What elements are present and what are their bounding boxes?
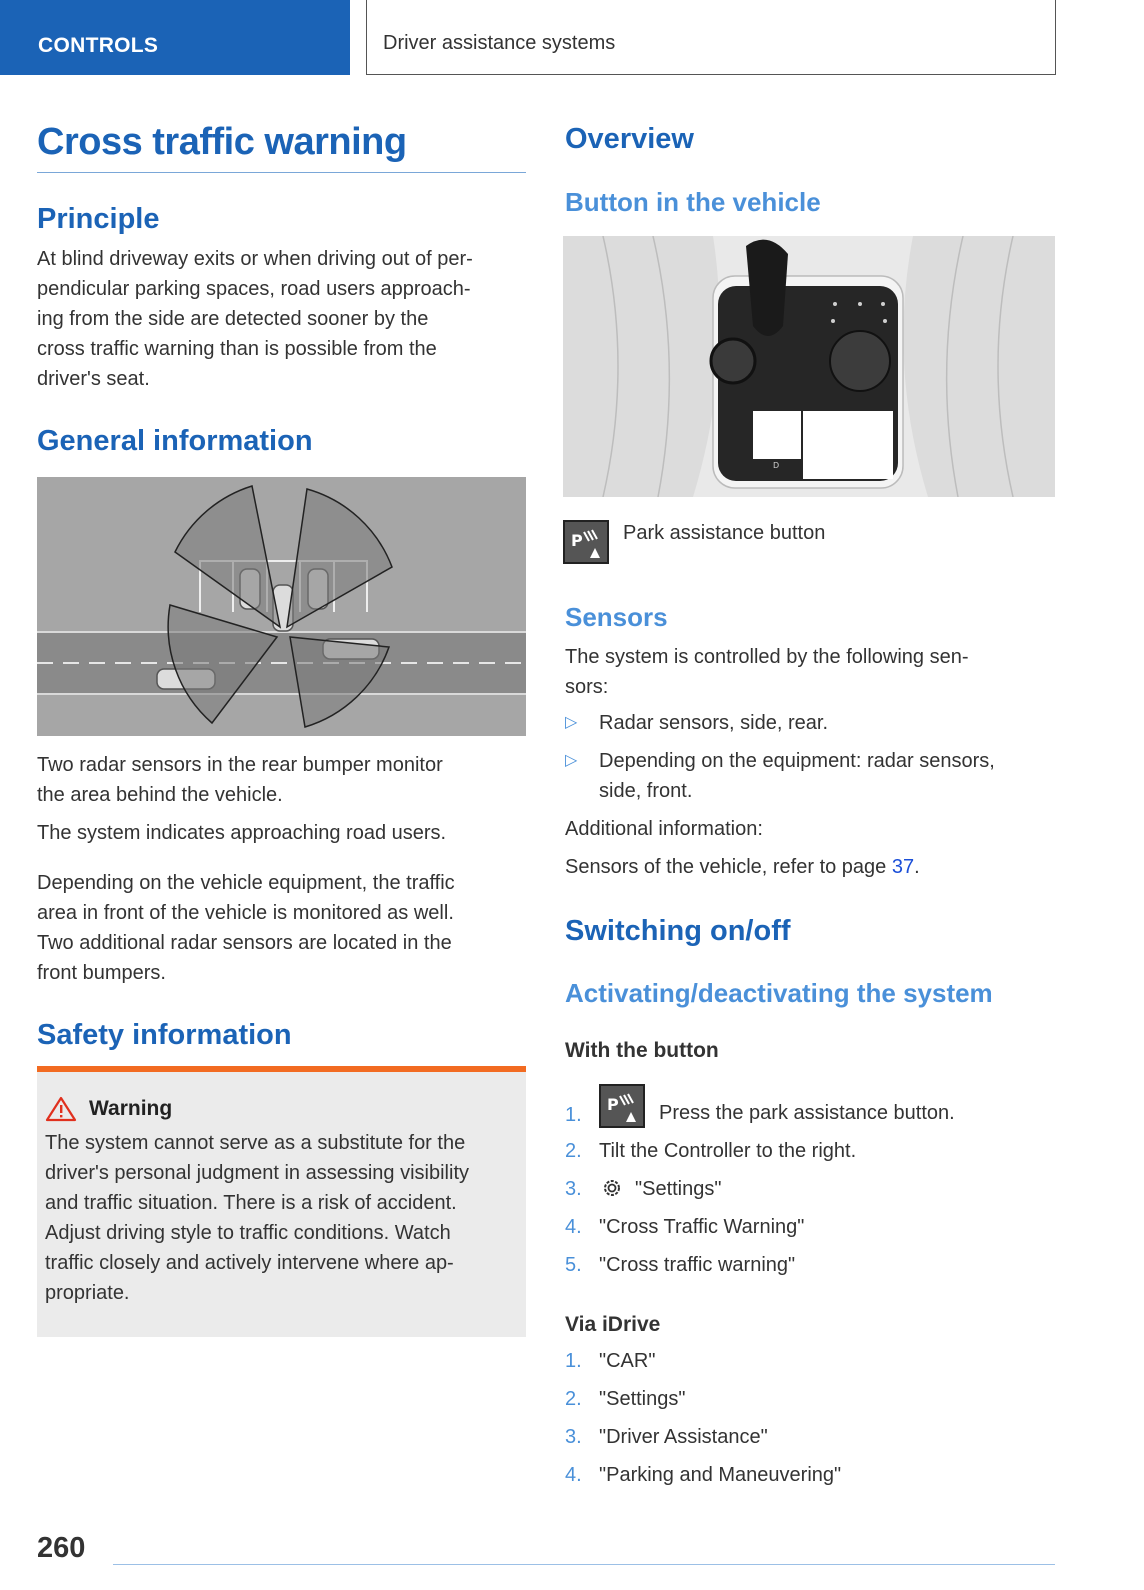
step-text: Tilt the Controller to the right. (599, 1140, 857, 1162)
text-line: side, front. (599, 780, 693, 802)
text-line: Radar sensors, side, rear. (599, 712, 828, 734)
step-text: "Cross Traffic Warning" (599, 1216, 805, 1238)
button-heading: Button in the vehicle (565, 187, 821, 217)
step-number: 4. (565, 1216, 582, 1238)
chapter-tab (0, 0, 350, 75)
general-para-1 (37, 750, 526, 810)
principle-heading: Principle (37, 203, 160, 235)
svg-text:P: P (571, 531, 583, 550)
warning-text (45, 1128, 516, 1308)
page-reference-link[interactable]: 37 (891, 856, 915, 878)
sensors-section (565, 600, 1055, 882)
general-para-2: The system indicates approaching road users. (37, 822, 447, 844)
text-line: The system is controlled by the following sen- (565, 646, 969, 668)
step-text: Press the park assistance button. (659, 1102, 955, 1124)
principle-text (37, 244, 526, 394)
step-item (565, 1174, 1055, 1204)
bullet-arrow-icon: ▷ (565, 714, 578, 731)
text-line: and traffic situation. There is a risk of accident. (45, 1192, 457, 1214)
safety-heading: Safety information (37, 1019, 292, 1051)
principle-line: pendicular parking spaces, road users approach- (37, 278, 471, 300)
text-line: Depending on the vehicle equipment, the traffic (37, 872, 455, 894)
step-item (565, 1460, 1055, 1490)
principle-line: cross traffic warning than is possible from the (37, 338, 437, 360)
step-item (565, 1422, 1055, 1452)
text-line: Depending on the equipment: radar sensors, (599, 750, 995, 772)
with-button-steps (565, 1082, 1055, 1280)
step-item (565, 1384, 1055, 1414)
activating-heading: Activating/deactivating the system (565, 978, 993, 1008)
text-line: sors: (565, 676, 609, 698)
step-item (565, 1136, 1055, 1166)
principle-line: ing from the side are detected sooner by the (37, 308, 429, 330)
park-button-legend (563, 520, 1053, 564)
text-line: The system cannot serve as a substitute for the (45, 1132, 466, 1154)
list-item (565, 708, 1055, 738)
switching-heading: Switching on/off (565, 915, 791, 947)
general-info-text (37, 750, 526, 988)
section-header (366, 0, 1056, 75)
footer-rule (113, 1564, 1055, 1565)
step-text: "Parking and Maneuvering" (599, 1464, 842, 1486)
step-text: "Settings" (599, 1388, 686, 1410)
list-item (565, 746, 1055, 806)
switching-section (565, 912, 1055, 1066)
warning-box (37, 1066, 526, 1337)
step-number: 3. (565, 1178, 582, 1200)
step-item (565, 1212, 1055, 1242)
center-console-illustration (563, 236, 1055, 497)
text-line: area in front of the vehicle is monitored as well. (37, 902, 454, 924)
step-number: 4. (565, 1464, 582, 1486)
step-item (565, 1346, 1055, 1376)
overview-heading: Overview (565, 123, 694, 155)
with-button-heading: With the button (565, 1039, 719, 1062)
text-line: Adjust driving style to traffic conditions. Watch (45, 1222, 451, 1244)
step-number: 2. (565, 1140, 582, 1162)
via-idrive-heading: Via iDrive (565, 1313, 661, 1336)
text-line: Sensors of the vehicle, refer to page (565, 856, 892, 878)
cross-traffic-illustration (37, 477, 526, 736)
general-info-heading-wrap (37, 422, 526, 460)
step-text: "Cross traffic warning" (599, 1254, 796, 1276)
text-line: traffic closely and actively intervene where ap- (45, 1252, 454, 1274)
via-idrive-section (565, 1310, 1055, 1498)
principle-section (37, 200, 526, 394)
text-line: Two radar sensors in the rear bumper monitor (37, 754, 443, 776)
park-assist-button-icon (599, 1084, 645, 1128)
svg-text:P: P (607, 1095, 619, 1114)
park-assist-button-icon (563, 520, 609, 564)
step-number: 2. (565, 1388, 582, 1410)
text-line: front bumpers. (37, 962, 166, 984)
principle-line: driver's seat. (37, 368, 150, 390)
chapter-tab-label: CONTROLS (38, 34, 159, 57)
text-line: the area behind the vehicle. (37, 784, 283, 806)
bullet-arrow-icon: ▷ (565, 752, 578, 769)
settings-gear-icon (599, 1177, 625, 1199)
sensors-list (565, 708, 1055, 806)
sensors-reference (565, 852, 1055, 882)
safety-heading-wrap (37, 1016, 526, 1054)
left-column (37, 118, 526, 173)
text-line: Two additional radar sensors are located in the (37, 932, 452, 954)
via-idrive-steps (565, 1346, 1055, 1490)
sensors-heading: Sensors (565, 602, 668, 632)
step-number: 1. (565, 1350, 582, 1372)
section-title: Driver assistance systems (383, 32, 616, 54)
step-text: "Driver Assistance" (599, 1426, 768, 1448)
page-title: Cross traffic warning (37, 118, 526, 173)
sensors-additional: Additional information: (565, 818, 763, 840)
text-line: driver's personal judgment in assessing visibility (45, 1162, 470, 1184)
step-item (565, 1250, 1055, 1280)
step-item (565, 1082, 1055, 1128)
principle-line: At blind driveway exits or when driving out of per- (37, 248, 473, 270)
page-number: 260 (37, 1532, 86, 1564)
warning-header (45, 1096, 516, 1122)
general-info-heading: General information (37, 425, 313, 457)
overview-section (565, 120, 1055, 219)
with-button-steps-wrap (565, 1082, 1055, 1288)
sensors-intro (565, 642, 1055, 702)
step-number: 1. (565, 1104, 582, 1126)
park-button-caption: Park assistance button (623, 522, 826, 544)
general-para-3 (37, 868, 526, 988)
step-text: "CAR" (599, 1350, 656, 1372)
step-number: 5. (565, 1254, 582, 1276)
console-label: D (773, 461, 780, 470)
step-number: 3. (565, 1426, 582, 1448)
warning-triangle-icon (45, 1096, 77, 1122)
warning-label: Warning (89, 1097, 173, 1120)
step-text: "Settings" (635, 1178, 722, 1200)
text-line: . (914, 856, 920, 878)
text-line: propriate. (45, 1282, 130, 1304)
